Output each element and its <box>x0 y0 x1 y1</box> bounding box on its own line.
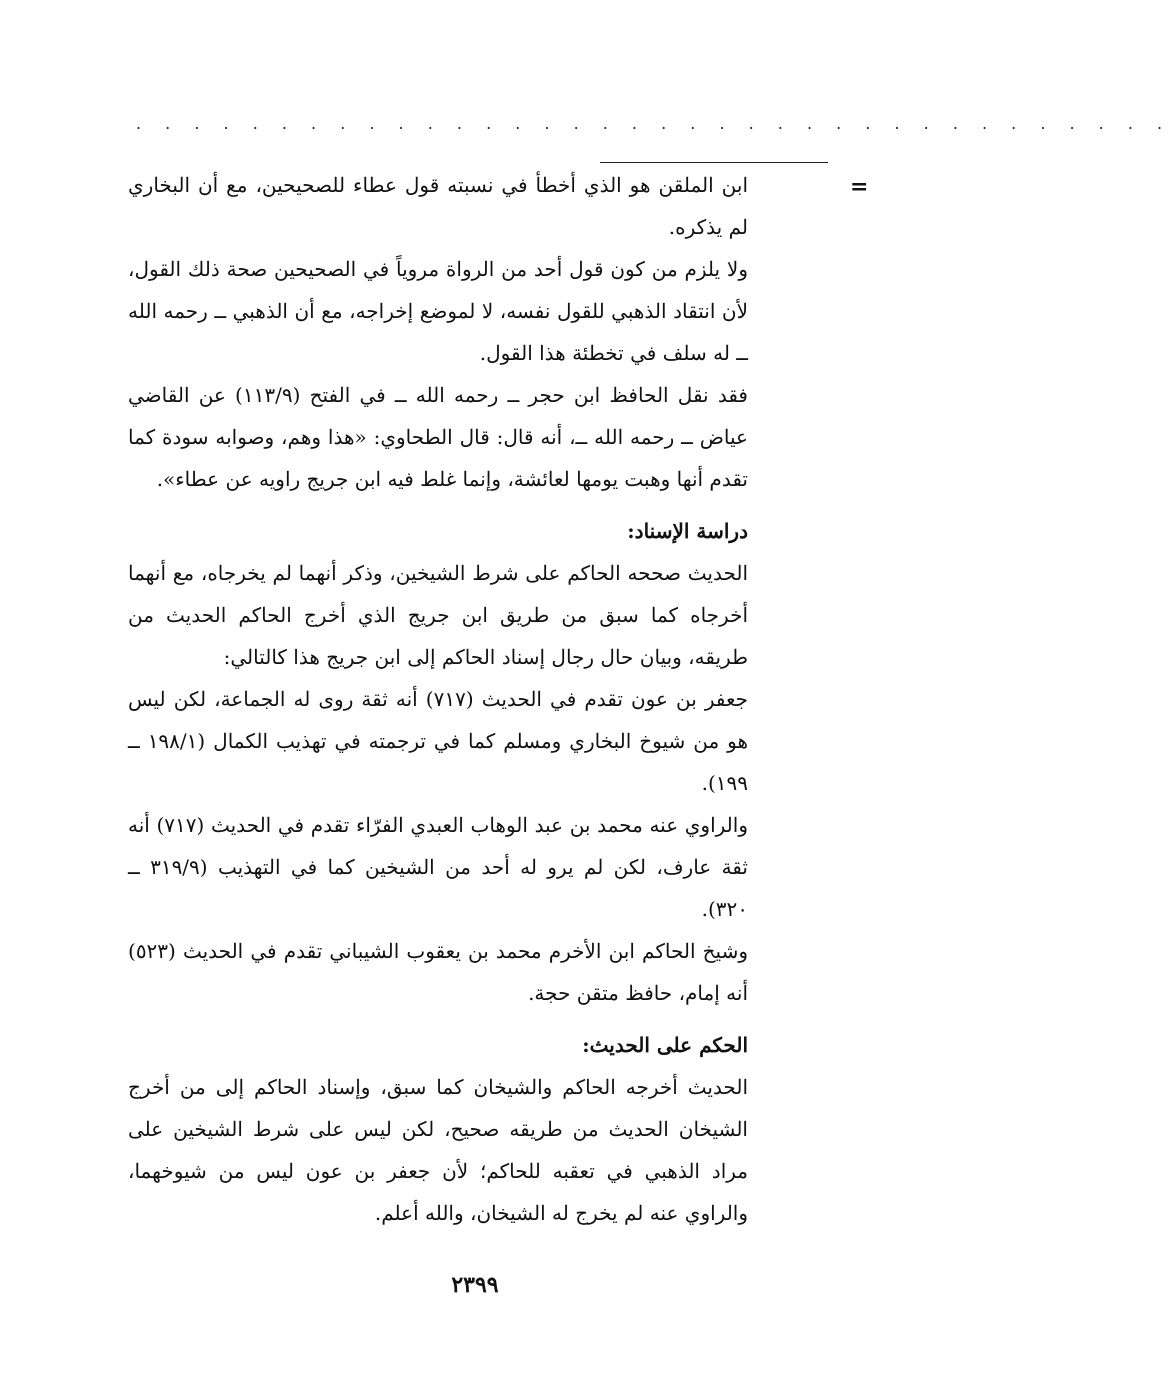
dotted-separator: . . . . . . . . . . . . . . . . . . . . . . . . . . . . . . . . . . . . <box>136 114 1172 133</box>
paragraph: الحديث أخرجه الحاكم والشيخان كما سبق، وإسناد الحاكم إلى من أخرج الشيخان الحديث من طريقه صحيح، لكن ليس على شرط الشيخين على مراد الذهبي في تعقبه للحاكم؛ لأن جعفر بن عون ليس من شيوخهما، والراوي عنه لم يخرج له الشيخان، والله أعلم. <box>128 1075 748 1225</box>
paragraph: جعفر بن عون تقدم في الحديث (٧١٧) أنه ثقة روى له الجماعة، لكن ليس هو من شيوخ البخاري ومسلم كما في ترجمته في تهذيب الكمال (١٩٨/١ ــ ١٩٩). <box>128 687 749 795</box>
footnote-rule <box>600 162 828 163</box>
main-text <box>128 164 748 1234</box>
paragraph: فقد نقل الحافظ ابن حجر ــ رحمه الله ــ في الفتح (١١٣/٩) عن القاضي عياض ــ رحمه الله ــ، أنه قال: قال الطحاوي: «هذا وهم، وصوابه سودة كما تقدم أنها وهبت يومها لعائشة، وإنما غلط فيه ابن جريج راويه عن عطاء». <box>128 383 748 491</box>
section-heading-isnad-study: دراسة الإسناد: <box>627 519 748 543</box>
section-heading-hadith-ruling: الحكم على الحديث: <box>582 1033 748 1057</box>
paragraph: وشيخ الحاكم ابن الأخرم محمد بن يعقوب الشيباني تقدم في الحديث (٥٢٣) أنه إمام، حافظ متقن حجة. <box>128 939 748 1005</box>
footnote-continuation-marker: = <box>850 174 869 200</box>
page-number: ٢٣٩٩ <box>451 1272 499 1298</box>
paragraph: الحديث صححه الحاكم على شرط الشيخين، وذكر أنهما لم يخرجاه، مع أنهما أخرجاه كما سبق من طريق ابن جريج الذي أخرج الحاكم الحديث من طريقه، وبيان حال رجال إسناد الحاكم إلى ابن جريج هذا كالتالي: <box>128 561 748 669</box>
paragraph-footnote-continuation: ابن الملقن هو الذي أخطأ في نسبته قول عطاء للصحيحين، مع أن البخاري لم يذكره. <box>128 173 748 239</box>
paragraph: والراوي عنه محمد بن عبد الوهاب العبدي الفرّاء تقدم في الحديث (٧١٧) أنه ثقة عارف، لكن لم يرو له أحد من الشيخين كما في التهذيب (٣١٩/٩ ــ ٣٢٠). <box>128 813 748 921</box>
paragraph: ولا يلزم من كون قول أحد من الرواة مروياً في الصحيحين صحة ذلك القول، لأن انتقاد الذهبي للقول نفسه، لا لموضع إخراجه، مع أن الذهبي ــ رحمه الله ــ له سلف في تخطئة هذا القول. <box>128 257 748 365</box>
